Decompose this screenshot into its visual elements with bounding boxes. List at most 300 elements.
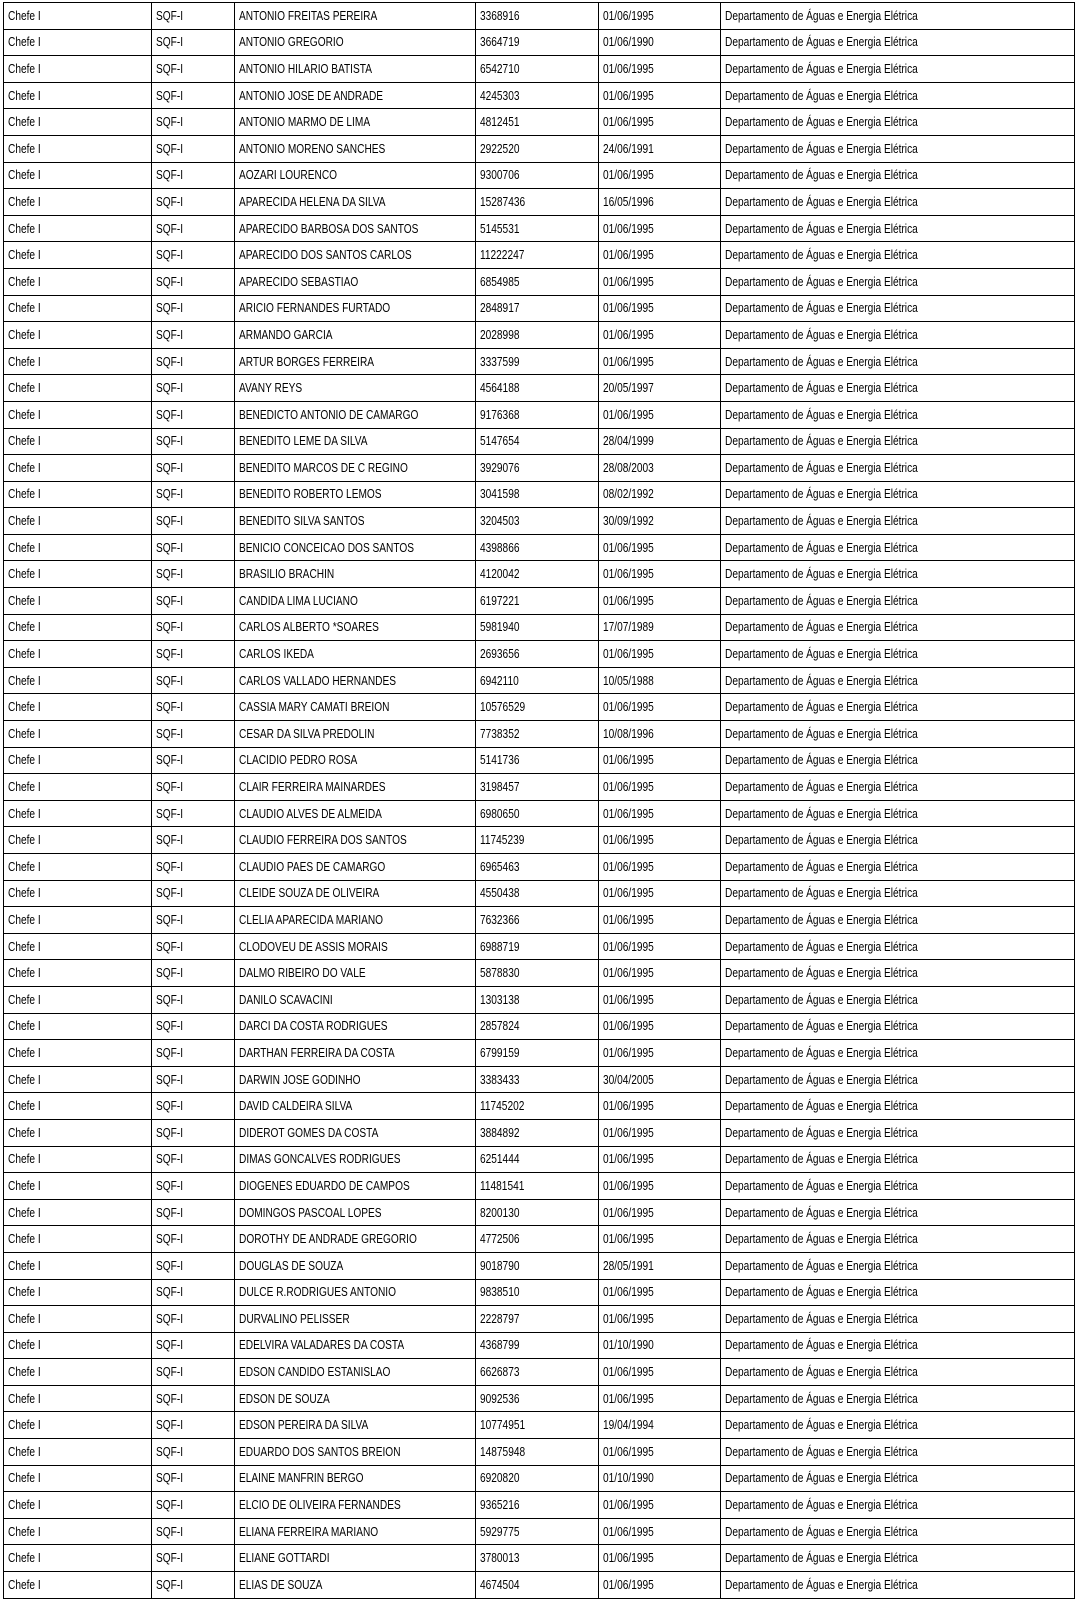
role-cell-text: Chefe I (8, 805, 41, 821)
department-cell-text: Departamento de Águas e Energia Elétrica (725, 592, 918, 608)
name-cell-text: DALMO RIBEIRO DO VALE (239, 965, 366, 981)
category-cell-text: SQF-I (156, 140, 184, 156)
table-row (4, 641, 1075, 668)
table-row (4, 960, 1075, 987)
name-cell (235, 82, 476, 109)
table-row (4, 880, 1075, 907)
name-cell (235, 401, 476, 428)
name-cell-text: ELCIO DE OLIVEIRA FERNANDES (239, 1497, 401, 1513)
role-cell (4, 1572, 152, 1599)
category-cell-text: SQF-I (156, 220, 184, 236)
date-cell (599, 1572, 721, 1599)
role-cell (4, 1093, 152, 1120)
name-cell-text: DIDEROT GOMES DA COSTA (239, 1124, 379, 1140)
role-cell (4, 82, 152, 109)
name-cell (235, 534, 476, 561)
registration-cell (476, 189, 599, 216)
registration-cell (476, 1173, 599, 1200)
registration-cell (476, 1492, 599, 1519)
category-cell (152, 588, 235, 615)
category-cell-text: SQF-I (156, 646, 184, 662)
department-cell (721, 1465, 1075, 1492)
name-cell (235, 1013, 476, 1040)
name-cell-text: DIMAS GONCALVES RODRIGUES (239, 1151, 401, 1167)
category-cell-text: SQF-I (156, 300, 184, 316)
table-row (4, 242, 1075, 269)
name-cell (235, 880, 476, 907)
registration-cell-text: 3929076 (480, 459, 520, 475)
table-row (4, 29, 1075, 56)
name-cell-text: ARMANDO GARCIA (239, 326, 333, 342)
registration-cell (476, 747, 599, 774)
registration-cell-text: 3780013 (480, 1550, 520, 1566)
name-cell-text: AVANY REYS (239, 380, 303, 396)
registration-cell (476, 242, 599, 269)
registration-cell-text: 4398866 (480, 539, 520, 555)
category-cell (152, 667, 235, 694)
department-cell (721, 1492, 1075, 1519)
department-cell (721, 189, 1075, 216)
table-row (4, 667, 1075, 694)
date-cell (599, 774, 721, 801)
date-cell (599, 348, 721, 375)
department-cell (721, 1226, 1075, 1253)
category-cell (152, 1066, 235, 1093)
department-cell-text: Departamento de Águas e Energia Elétrica (725, 326, 918, 342)
role-cell (4, 641, 152, 668)
registration-cell-text: 6197221 (480, 592, 520, 608)
name-cell (235, 135, 476, 162)
date-cell-text: 01/06/1995 (603, 858, 654, 874)
date-cell (599, 135, 721, 162)
registration-cell (476, 1093, 599, 1120)
name-cell-text: EDELVIRA VALADARES DA COSTA (239, 1337, 405, 1353)
registration-cell-text: 5141736 (480, 752, 520, 768)
registration-cell (476, 1572, 599, 1599)
date-cell (599, 986, 721, 1013)
role-cell (4, 960, 152, 987)
role-cell-text: Chefe I (8, 1523, 41, 1539)
role-cell (4, 295, 152, 322)
category-cell-text: SQF-I (156, 486, 184, 502)
category-cell (152, 162, 235, 189)
name-cell-text: DURVALINO PELISSER (239, 1310, 350, 1326)
name-cell-text: CESAR DA SILVA PREDOLIN (239, 725, 375, 741)
date-cell (599, 1465, 721, 1492)
registration-cell (476, 534, 599, 561)
registration-cell (476, 694, 599, 721)
category-cell-text: SQF-I (156, 672, 184, 688)
table-row (4, 82, 1075, 109)
category-cell (152, 960, 235, 987)
category-cell-text: SQF-I (156, 87, 184, 103)
date-cell-text: 01/06/1995 (603, 220, 654, 236)
registration-cell-text: 9092536 (480, 1390, 520, 1406)
department-cell-text: Departamento de Águas e Energia Elétrica (725, 1364, 918, 1380)
category-cell (152, 880, 235, 907)
name-cell (235, 1306, 476, 1333)
role-cell (4, 1518, 152, 1545)
role-cell (4, 907, 152, 934)
date-cell-text: 01/06/1995 (603, 1151, 654, 1167)
role-cell-text: Chefe I (8, 513, 41, 529)
category-cell-text: SQF-I (156, 1284, 184, 1300)
role-cell-text: Chefe I (8, 911, 41, 927)
department-cell-text: Departamento de Águas e Energia Elétrica (725, 1576, 918, 1592)
date-cell-text: 01/06/1995 (603, 539, 654, 555)
date-cell-text: 30/09/1992 (603, 513, 654, 529)
role-cell-text: Chefe I (8, 725, 41, 741)
date-cell (599, 189, 721, 216)
name-cell (235, 854, 476, 881)
date-cell (599, 295, 721, 322)
date-cell-text: 28/04/1999 (603, 433, 654, 449)
name-cell-text: DULCE R.RODRIGUES ANTONIO (239, 1284, 397, 1300)
registration-cell-text: 6965463 (480, 858, 520, 874)
table-row (4, 588, 1075, 615)
registration-cell-text: 9018790 (480, 1257, 520, 1273)
registration-cell-text: 10774951 (480, 1417, 526, 1433)
category-cell-text: SQF-I (156, 353, 184, 369)
date-cell-text: 08/02/1992 (603, 486, 654, 502)
date-cell-text: 01/06/1995 (603, 1497, 654, 1513)
table-row (4, 56, 1075, 83)
registration-cell-text: 2228797 (480, 1310, 520, 1326)
registration-cell (476, 667, 599, 694)
date-cell (599, 455, 721, 482)
date-cell (599, 1146, 721, 1173)
department-cell (721, 1545, 1075, 1572)
registration-cell-text: 7632366 (480, 911, 520, 927)
category-cell-text: SQF-I (156, 991, 184, 1007)
date-cell (599, 1545, 721, 1572)
department-cell-text: Departamento de Águas e Energia Elétrica (725, 725, 918, 741)
category-cell (152, 1013, 235, 1040)
role-cell-text: Chefe I (8, 1310, 41, 1326)
category-cell (152, 455, 235, 482)
category-cell (152, 189, 235, 216)
registration-cell (476, 1013, 599, 1040)
department-cell (721, 322, 1075, 349)
department-cell (721, 960, 1075, 987)
date-cell-text: 01/06/1995 (603, 965, 654, 981)
registration-cell (476, 561, 599, 588)
category-cell (152, 348, 235, 375)
date-cell (599, 1306, 721, 1333)
date-cell (599, 1226, 721, 1253)
date-cell-text: 01/06/1995 (603, 1204, 654, 1220)
role-cell-text: Chefe I (8, 1071, 41, 1087)
role-cell (4, 614, 152, 641)
date-cell (599, 667, 721, 694)
table-row (4, 1545, 1075, 1572)
date-cell (599, 933, 721, 960)
name-cell (235, 481, 476, 508)
department-cell-text: Departamento de Águas e Energia Elétrica (725, 805, 918, 821)
role-cell-text: Chefe I (8, 832, 41, 848)
category-cell (152, 109, 235, 136)
name-cell (235, 1173, 476, 1200)
role-cell (4, 588, 152, 615)
department-cell-text: Departamento de Águas e Energia Elétrica (725, 193, 918, 209)
name-cell-text: CARLOS IKEDA (239, 646, 314, 662)
role-cell (4, 348, 152, 375)
role-cell-text: Chefe I (8, 885, 41, 901)
role-cell-text: Chefe I (8, 566, 41, 582)
category-cell (152, 82, 235, 109)
registration-cell-text: 6799159 (480, 1044, 520, 1060)
department-cell (721, 1306, 1075, 1333)
department-cell (721, 774, 1075, 801)
role-cell-text: Chefe I (8, 539, 41, 555)
table-row (4, 1040, 1075, 1067)
date-cell-text: 19/04/1994 (603, 1417, 654, 1433)
name-cell (235, 1545, 476, 1572)
name-cell-text: AOZARI LOURENCO (239, 167, 338, 183)
table-row (4, 827, 1075, 854)
department-cell-text: Departamento de Águas e Energia Elétrica (725, 672, 918, 688)
role-cell-text: Chefe I (8, 1470, 41, 1486)
registration-cell-text: 5145531 (480, 220, 520, 236)
role-cell-text: Chefe I (8, 87, 41, 103)
role-cell-text: Chefe I (8, 1018, 41, 1034)
registration-cell-text: 11745239 (480, 832, 525, 848)
table-row (4, 1279, 1075, 1306)
department-cell-text: Departamento de Águas e Energia Elétrica (725, 858, 918, 874)
role-cell-text: Chefe I (8, 1257, 41, 1273)
registration-cell-text: 5929775 (480, 1523, 520, 1539)
department-cell-text: Departamento de Águas e Energia Elétrica (725, 7, 918, 23)
registration-cell-text: 8200130 (480, 1204, 520, 1220)
name-cell-text: BENEDICTO ANTONIO DE CAMARGO (239, 406, 419, 422)
department-cell-text: Departamento de Águas e Energia Elétrica (725, 247, 918, 263)
date-cell-text: 10/08/1996 (603, 725, 654, 741)
role-cell (4, 1119, 152, 1146)
category-cell (152, 721, 235, 748)
registration-cell (476, 1066, 599, 1093)
registration-cell-text: 6251444 (480, 1151, 520, 1167)
category-cell (152, 1492, 235, 1519)
department-cell-text: Departamento de Águas e Energia Elétrica (725, 1284, 918, 1300)
role-cell (4, 428, 152, 455)
registration-cell (476, 827, 599, 854)
registration-cell-text: 5981940 (480, 619, 520, 635)
department-cell (721, 667, 1075, 694)
department-cell (721, 1359, 1075, 1386)
role-cell-text: Chefe I (8, 459, 41, 475)
category-cell-text: SQF-I (156, 34, 184, 50)
date-cell-text: 01/06/1995 (603, 1044, 654, 1060)
date-cell (599, 268, 721, 295)
date-cell-text: 01/06/1995 (603, 592, 654, 608)
name-cell (235, 1093, 476, 1120)
registration-cell-text: 3368916 (480, 7, 520, 23)
date-cell-text: 01/06/1995 (603, 646, 654, 662)
department-cell (721, 907, 1075, 934)
name-cell-text: CLAUDIO PAES DE CAMARGO (239, 858, 386, 874)
date-cell (599, 800, 721, 827)
registration-cell (476, 348, 599, 375)
table-row (4, 800, 1075, 827)
category-cell-text: SQF-I (156, 725, 184, 741)
category-cell-text: SQF-I (156, 1018, 184, 1034)
name-cell-text: DANILO SCAVACINI (239, 991, 333, 1007)
department-cell (721, 242, 1075, 269)
department-cell (721, 880, 1075, 907)
name-cell (235, 1279, 476, 1306)
category-cell (152, 401, 235, 428)
registration-cell-text: 3337599 (480, 353, 520, 369)
name-cell-text: CARLOS VALLADO HERNANDES (239, 672, 397, 688)
department-cell (721, 1146, 1075, 1173)
table-row (4, 1013, 1075, 1040)
table-row (4, 774, 1075, 801)
registration-cell-text: 6542710 (480, 60, 520, 76)
registration-cell-text: 9365216 (480, 1497, 520, 1513)
role-cell-text: Chefe I (8, 672, 41, 688)
category-cell (152, 268, 235, 295)
role-cell-text: Chefe I (8, 858, 41, 874)
name-cell (235, 56, 476, 83)
registration-cell-text: 6942110 (480, 672, 519, 688)
role-cell (4, 1146, 152, 1173)
category-cell-text: SQF-I (156, 858, 184, 874)
name-cell (235, 907, 476, 934)
name-cell (235, 1040, 476, 1067)
role-cell (4, 854, 152, 881)
name-cell (235, 109, 476, 136)
date-cell-text: 01/06/1995 (603, 300, 654, 316)
department-cell (721, 721, 1075, 748)
department-cell (721, 162, 1075, 189)
category-cell (152, 827, 235, 854)
role-cell (4, 774, 152, 801)
department-cell-text: Departamento de Águas e Energia Elétrica (725, 911, 918, 927)
department-cell (721, 109, 1075, 136)
department-cell-text: Departamento de Águas e Energia Elétrica (725, 1018, 918, 1034)
category-cell (152, 1146, 235, 1173)
category-cell-text: SQF-I (156, 193, 184, 209)
name-cell-text: CASSIA MARY CAMATI BREION (239, 699, 390, 715)
category-cell-text: SQF-I (156, 1443, 184, 1459)
category-cell-text: SQF-I (156, 1231, 184, 1247)
role-cell-text: Chefe I (8, 1231, 41, 1247)
category-cell-text: SQF-I (156, 1390, 184, 1406)
department-cell (721, 1066, 1075, 1093)
registration-cell-text: 9176368 (480, 406, 520, 422)
department-cell (721, 1173, 1075, 1200)
role-cell (4, 109, 152, 136)
category-cell-text: SQF-I (156, 619, 184, 635)
role-cell (4, 401, 152, 428)
date-cell (599, 1439, 721, 1466)
role-cell (4, 29, 152, 56)
registration-cell (476, 1439, 599, 1466)
department-cell-text: Departamento de Águas e Energia Elétrica (725, 619, 918, 635)
date-cell (599, 1199, 721, 1226)
date-cell (599, 827, 721, 854)
department-cell-text: Departamento de Águas e Energia Elétrica (725, 699, 918, 715)
name-cell (235, 1492, 476, 1519)
role-cell (4, 1040, 152, 1067)
department-cell (721, 428, 1075, 455)
role-cell (4, 215, 152, 242)
name-cell (235, 694, 476, 721)
category-cell-text: SQF-I (156, 805, 184, 821)
department-cell-text: Departamento de Águas e Energia Elétrica (725, 433, 918, 449)
registration-cell-text: 6854985 (480, 273, 520, 289)
role-cell-text: Chefe I (8, 1390, 41, 1406)
name-cell-text: CANDIDA LIMA LUCIANO (239, 592, 358, 608)
date-cell (599, 534, 721, 561)
role-cell (4, 189, 152, 216)
role-cell (4, 1385, 152, 1412)
department-cell-text: Departamento de Águas e Energia Elétrica (725, 1443, 918, 1459)
role-cell-text: Chefe I (8, 1098, 41, 1114)
role-cell-text: Chefe I (8, 991, 41, 1007)
name-cell-text: DOUGLAS DE SOUZA (239, 1257, 344, 1273)
registration-cell (476, 455, 599, 482)
date-cell-text: 01/06/1995 (603, 832, 654, 848)
name-cell (235, 667, 476, 694)
role-cell (4, 1173, 152, 1200)
department-cell (721, 56, 1075, 83)
registration-cell (476, 1412, 599, 1439)
name-cell-text: ANTONIO HILARIO BATISTA (239, 60, 372, 76)
name-cell (235, 1066, 476, 1093)
registration-cell-text: 7738352 (480, 725, 520, 741)
name-cell (235, 162, 476, 189)
registration-cell (476, 1279, 599, 1306)
registration-cell-text: 11745202 (480, 1098, 525, 1114)
name-cell-text: ELAINE MANFRIN BERGO (239, 1470, 364, 1486)
name-cell-text: APARECIDA HELENA DA SILVA (239, 193, 386, 209)
role-cell-text: Chefe I (8, 140, 41, 156)
category-cell-text: SQF-I (156, 459, 184, 475)
date-cell-text: 01/06/1995 (603, 911, 654, 927)
role-cell (4, 721, 152, 748)
department-cell-text: Departamento de Águas e Energia Elétrica (725, 1151, 918, 1167)
registration-cell-text: 10576529 (480, 699, 526, 715)
category-cell (152, 1439, 235, 1466)
table-row (4, 1439, 1075, 1466)
category-cell-text: SQF-I (156, 167, 184, 183)
category-cell (152, 933, 235, 960)
date-cell-text: 20/05/1997 (603, 380, 654, 396)
date-cell (599, 960, 721, 987)
role-cell-text: Chefe I (8, 1337, 41, 1353)
registration-cell (476, 854, 599, 881)
role-cell (4, 375, 152, 402)
department-cell-text: Departamento de Águas e Energia Elétrica (725, 938, 918, 954)
role-cell (4, 1439, 152, 1466)
department-cell (721, 1093, 1075, 1120)
category-cell (152, 1226, 235, 1253)
category-cell-text: SQF-I (156, 513, 184, 529)
registration-cell-text: 6988719 (480, 938, 520, 954)
registration-cell (476, 1545, 599, 1572)
table-row (4, 721, 1075, 748)
category-cell (152, 1306, 235, 1333)
date-cell (599, 508, 721, 535)
date-cell-text: 01/06/1995 (603, 273, 654, 289)
category-cell-text: SQF-I (156, 433, 184, 449)
role-cell (4, 481, 152, 508)
department-cell (721, 1040, 1075, 1067)
category-cell-text: SQF-I (156, 1497, 184, 1513)
category-cell (152, 481, 235, 508)
registration-cell (476, 880, 599, 907)
